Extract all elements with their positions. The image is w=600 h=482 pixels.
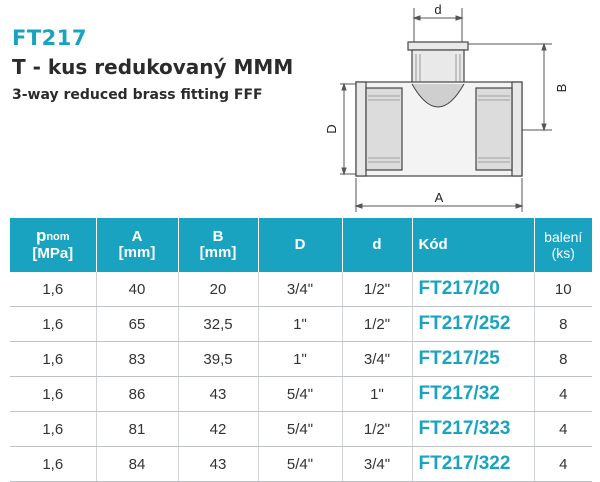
cell-a: 40 bbox=[96, 272, 178, 307]
cell-d: 3/4ʺ bbox=[342, 342, 412, 377]
cell-pnom: 1,6 bbox=[10, 447, 96, 482]
table-row bbox=[10, 377, 592, 412]
cell-a: 86 bbox=[96, 377, 178, 412]
dimension-b-label: B bbox=[554, 83, 569, 93]
table-row bbox=[10, 412, 592, 447]
cell-d: 1/2ʺ bbox=[342, 412, 412, 447]
table-row bbox=[10, 307, 592, 342]
cell-kod: FT217/25 bbox=[412, 342, 534, 377]
cell-d: 1ʺ bbox=[342, 377, 412, 412]
cell-b: 20 bbox=[178, 272, 258, 307]
cell-pnom: 1,6 bbox=[10, 377, 96, 412]
cell-baleni: 8 bbox=[534, 307, 592, 342]
col-header-D: D bbox=[258, 218, 342, 272]
cell-pnom: 1,6 bbox=[10, 272, 96, 307]
cell-a: 84 bbox=[96, 447, 178, 482]
cell-D: 1ʺ bbox=[258, 307, 342, 342]
cell-kod: FT217/20 bbox=[412, 272, 534, 307]
cell-baleni: 4 bbox=[534, 447, 592, 482]
cell-pnom: 1,6 bbox=[10, 412, 96, 447]
cell-kod: FT217/252 bbox=[412, 307, 534, 342]
dimension-a-label: A bbox=[434, 190, 444, 205]
tee-fitting-drawing bbox=[316, 2, 600, 214]
col-header-b: B [mm] bbox=[178, 218, 258, 272]
col-header-baleni: balení (ks) bbox=[534, 218, 592, 272]
cell-a: 65 bbox=[96, 307, 178, 342]
cell-D: 1ʺ bbox=[258, 342, 342, 377]
cell-d: 1/2ʺ bbox=[342, 307, 412, 342]
product-table bbox=[10, 218, 592, 482]
col-header-d: d bbox=[342, 218, 412, 272]
product-subtitle: 3-way reduced brass fitting FFF bbox=[12, 87, 263, 103]
dimension-D-label: D bbox=[324, 124, 339, 134]
table-row bbox=[10, 272, 592, 307]
cell-b: 43 bbox=[178, 377, 258, 412]
table-header-row bbox=[10, 218, 592, 272]
cell-D: 5/4ʺ bbox=[258, 447, 342, 482]
cell-a: 83 bbox=[96, 342, 178, 377]
cell-D: 5/4ʺ bbox=[258, 412, 342, 447]
cell-baleni: 4 bbox=[534, 412, 592, 447]
cell-D: 3/4ʺ bbox=[258, 272, 342, 307]
cell-a: 81 bbox=[96, 412, 178, 447]
col-header-a: A [mm] bbox=[96, 218, 178, 272]
cell-kod: FT217/323 bbox=[412, 412, 534, 447]
cell-baleni: 10 bbox=[534, 272, 592, 307]
cell-d: 3/4ʺ bbox=[342, 447, 412, 482]
cell-pnom: 1,6 bbox=[10, 307, 96, 342]
col-header-pnom: $p_{nom}$ [MPa] bbox=[10, 218, 96, 272]
cell-baleni: 4 bbox=[534, 377, 592, 412]
col-header-kod: Kód bbox=[412, 218, 534, 272]
cell-baleni: 8 bbox=[534, 342, 592, 377]
dimension-d-label: d bbox=[434, 2, 442, 17]
table-row bbox=[10, 342, 592, 377]
cell-b: 43 bbox=[178, 447, 258, 482]
cell-b: 42 bbox=[178, 412, 258, 447]
cell-d: 1/2ʺ bbox=[342, 272, 412, 307]
cell-pnom: 1,6 bbox=[10, 342, 96, 377]
table-row bbox=[10, 447, 592, 482]
product-title: T - kus redukovaný MMM bbox=[12, 55, 294, 79]
cell-kod: FT217/32 bbox=[412, 377, 534, 412]
cell-b: 39,5 bbox=[178, 342, 258, 377]
cell-b: 32,5 bbox=[178, 307, 258, 342]
cell-D: 5/4ʺ bbox=[258, 377, 342, 412]
product-code: FT217 bbox=[12, 26, 88, 50]
cell-kod: FT217/322 bbox=[412, 447, 534, 482]
